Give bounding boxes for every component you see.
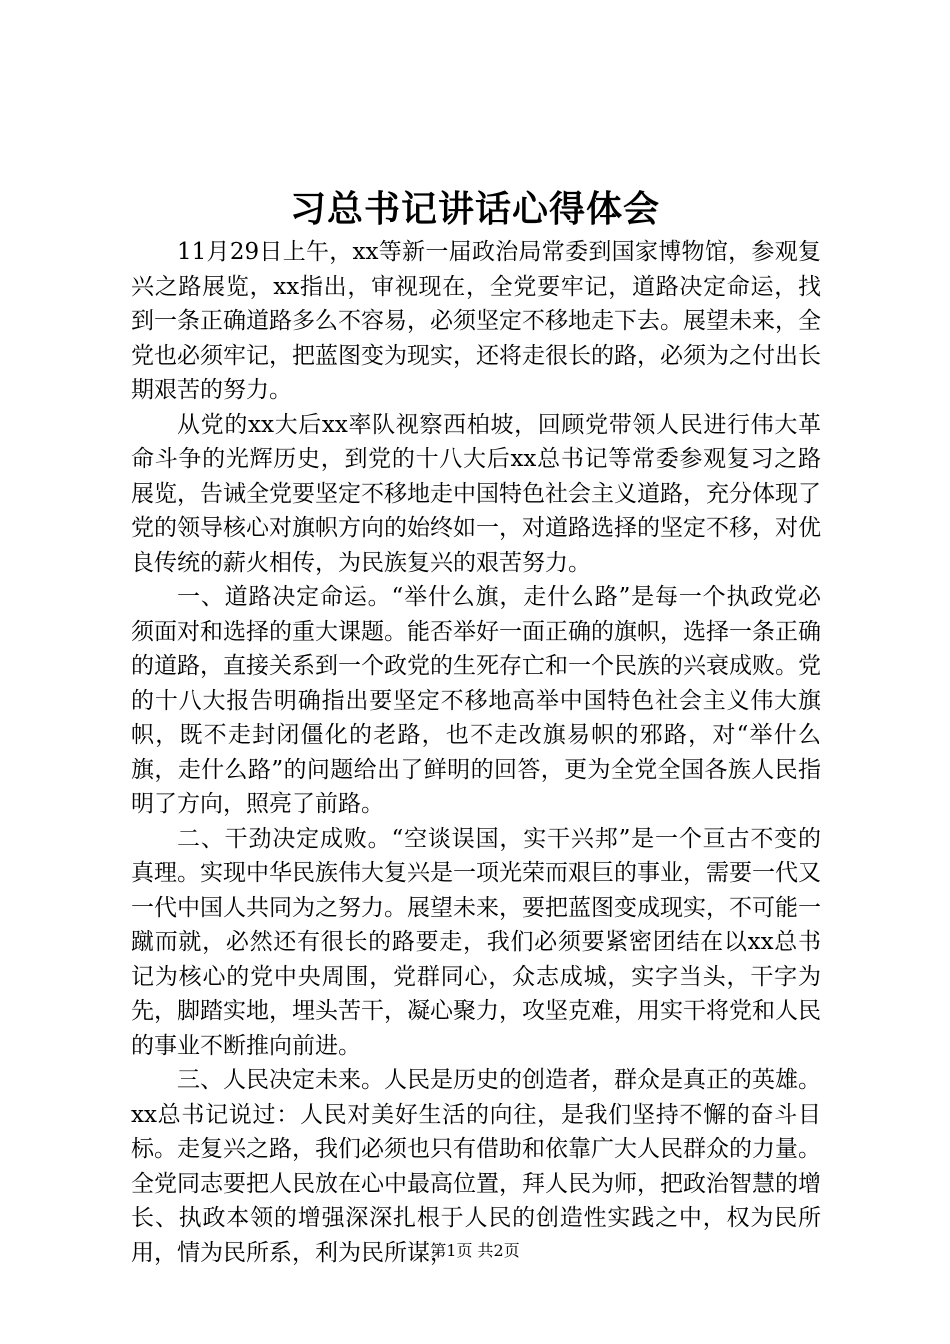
document-body xyxy=(131,235,821,1270)
paragraph-2: 从党的xx大后xx率队视察西柏坡，回顾党带领人民进行伟大革命斗争的光辉历史，到党的十八大后xx总书记等常委参观复习之路展览，告诫全党要坚定不移地走中国特色社会主义道路，充分体现了党的领导核心对旗帜方向的始终如一，对道路选择的坚定不移，对优良传统的薪火相传，为民族复兴的艰苦努力。 xyxy=(131,411,821,576)
paragraph-5: 三、人民决定未来。人民是历史的创造者，群众是真正的英雄。xx总书记说过：人民对美好生活的向往，是我们坚持不懈的奋斗目标。走复兴之路，我们必须也只有借助和依靠广大人民群众的力量。全党同志要把人民放在心中最高位置，拜人民为师，把政治智慧的增长、执政本领的增强深深扎根于人民的创造性实践之中，权为民所用，情为民所系，利为民所谋， xyxy=(131,1067,821,1266)
page-footer: 第1页 共2页 xyxy=(430,1241,520,1260)
paragraph-3: 一、道路决定命运。“举什么旗，走什么路”是每一个执政党必须面对和选择的重大课题。能否举好一面正确的旗帜，选择一条正确的道路，直接关系到一个政党的生死存亡和一个民族的兴衰成败。党的十八大报告明确指出要坚定不移地高举中国特色社会主义伟大旗帜，既不走封闭僵化的老路，也不走改旗易帜的邪路，对“举什么旗，走什么路”的问题给出了鲜明的回答，更为全党全国各族人民指明了方向，照亮了前路。 xyxy=(131,584,821,817)
paragraph-1: 11月29日上午，xx等新一届政治局常委到国家博物馆，参观复兴之路展览，xx指出，审视现在，全党要牢记，道路决定命运，找到一条正确道路多么不容易，必须坚定不移地走下去。展望未来，全党也必须牢记，把蓝图变为现实，还将走很长的路，必须为之付出长期艰苦的努力。 xyxy=(131,239,821,403)
document-title: 习总书记讲话心得体会 xyxy=(289,188,660,230)
paragraph-4: 二、干劲决定成败。“空谈误国，实干兴邦”是一个亘古不变的真理。实现中华民族伟大复兴是一项光荣而艰巨的事业，需要一代又一代中国人共同为之努力。展望未来，要把蓝图变成现实，不可能一蹴而就，必然还有很长的路要走，我们必须要紧密团结在以xx总书记为核心的党中央周围，党群同心，众志成城，实字当头，干字为先，脚踏实地，埋头苦干，凝心聚力，攻坚克难，用实干将党和人民的事业不断推向前进。 xyxy=(131,825,821,1059)
